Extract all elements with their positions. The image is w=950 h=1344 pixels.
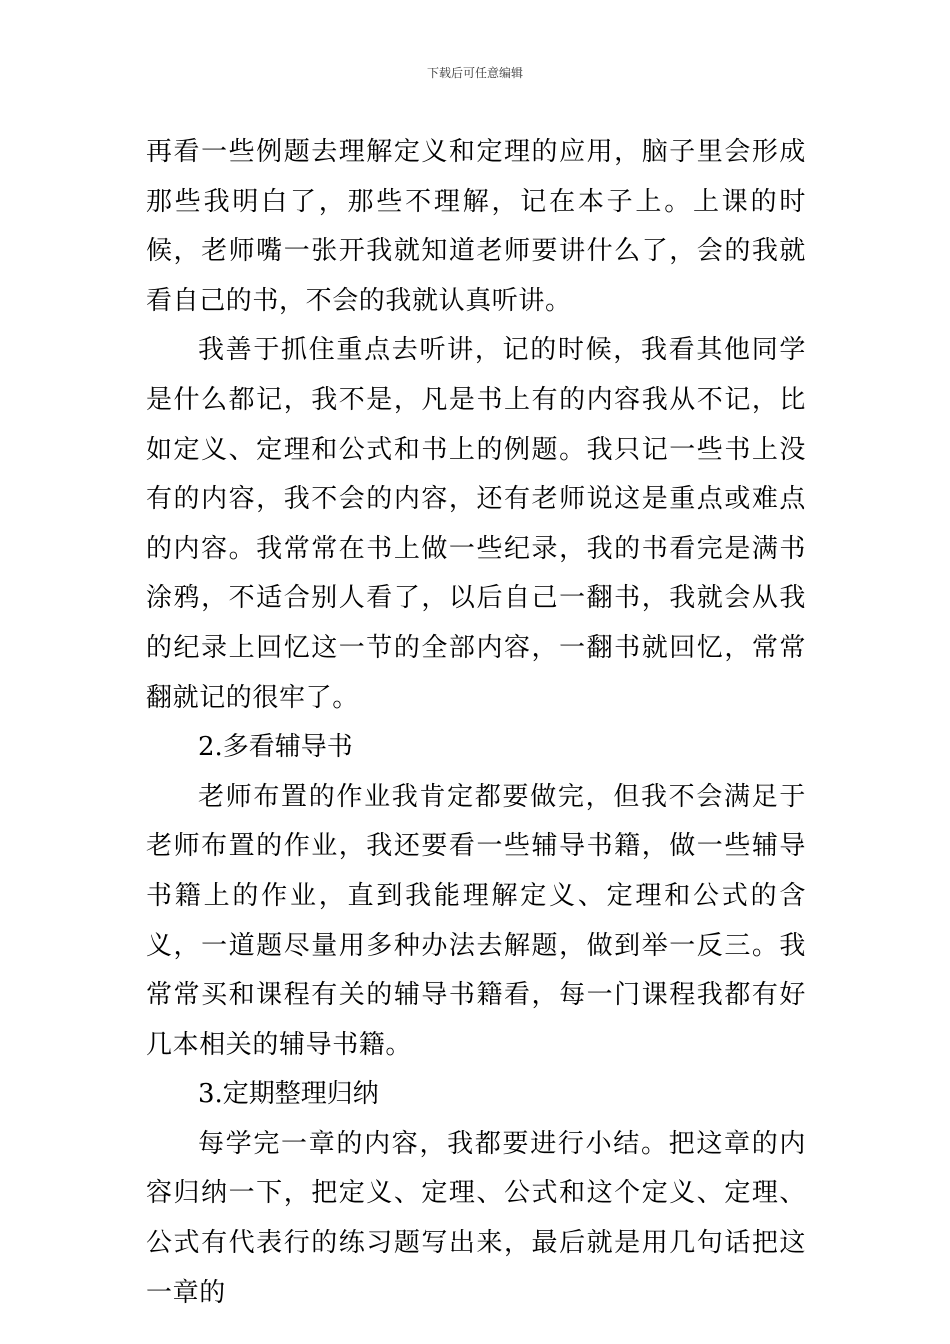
page-header: 下载后可任意编辑 bbox=[426, 66, 523, 80]
paragraph-continuation: 再看一些例题去理解定义和定理的应用，脑子里会形成那些我明白了，那些不理解，记在本子上。上课的时候，老师嘴一张开我就知道老师要讲什么了，会的我就看自己的书，不会的我就认真听讲。 bbox=[146, 137, 806, 316]
paragraph-summarize: 每学完一章的内容，我都要进行小结。把这章的内容归纳一下，把定义、定理、公式和这个定义、定理、公式有代表行的练习题写出来，最后就是用几句话把这一章的 bbox=[146, 1128, 806, 1308]
document-body bbox=[146, 128, 806, 1318]
paragraph-reference-books: 老师布置的作业我肯定都要做完，但我不会满足于老师布置的作业，我还要看一些辅导书籍，做一些辅导书籍上的作业，直到我能理解定义、定理和公式的含义，一道题尽量用多种办法去解题，做到举一反三。我常常买和课程有关的辅导书籍看，每一门课程我都有好几本相关的辅导书籍。 bbox=[146, 781, 806, 1060]
section-heading-reference-books: 2.多看辅导书 bbox=[198, 732, 353, 763]
section-heading-summarize: 3.定期整理归纳 bbox=[198, 1079, 379, 1110]
paragraph-focus-on-key-points: 我善于抓住重点去听讲，记的时候，我看其他同学是什么都记，我不是，凡是书上有的内容我从不记，比如定义、定理和公式和书上的例题。我只记一些书上没有的内容，我不会的内容，还有老师说这是重点或难点的内容。我常常在书上做一些纪录，我的书看完是满书涂鸦，不适合别人看了，以后自己一翻书，我就会从我的纪录上回忆这一节的全部内容，一翻书就回忆，常常翻就记的很牢了。 bbox=[146, 335, 806, 713]
